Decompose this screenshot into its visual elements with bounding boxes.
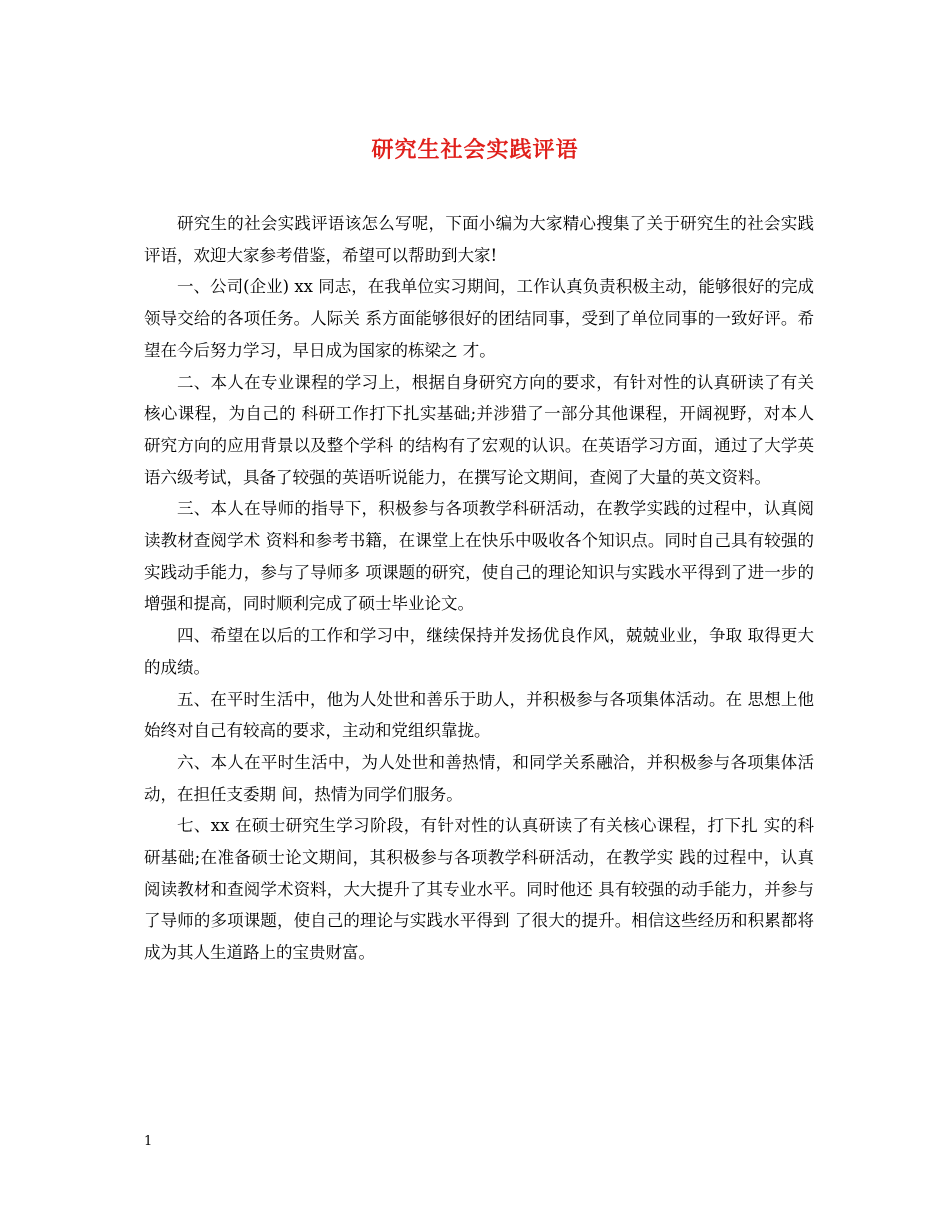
- document-body: [144, 208, 814, 969]
- comment-paragraph-1: 一、公司(企业) xx 同志，在我单位实习期间，工作认真负责积极主动，能够很好的完成领导交给的各项任务。人际关 系方面能够很好的团结同事，受到了单位同事的一致好评。希望在今后努力学习，早日成为国家的栋梁之 才。: [144, 277, 814, 360]
- page-number: 1: [144, 1134, 153, 1149]
- document-title: 研究生社会实践评语: [371, 137, 579, 163]
- comment-paragraph-3: 三、本人在导师的指导下，积极参与各项教学科研活动，在教学实践的过程中，认真阅读教材查阅学术 资料和参考书籍，在课堂上在快乐中吸收各个知识点。同时自己具有较强的实践动手能力，参与了导师多 项课题的研究，使自己的理论知识与实践水平得到了进一步的增强和提高，同时顺利完成了硕士毕业论文。: [144, 499, 814, 614]
- comment-paragraph-6: 六、本人在平时生活中，为人处世和善热情，和同学关系融洽，并积极参与各项集体活动，在担任支委期 间，热情为同学们服务。: [144, 752, 814, 804]
- comment-paragraph-5: 五、在平时生活中，他为人处世和善乐于助人，并积极参与各项集体活动。在 思想上他始终对自己有较高的要求，主动和党组织靠拢。: [144, 689, 814, 741]
- intro-paragraph: 研究生的社会实践评语该怎么写呢，下面小编为大家精心搜集了关于研究生的社会实践评语，欢迎大家参考借鉴，希望可以帮助到大家!: [144, 214, 814, 265]
- comment-paragraph-7: 七、xx 在硕士研究生学习阶段，有针对性的认真研读了有关核心课程，打下扎 实的科研基础;在准备硕士论文期间，其积极参与各项教学科研活动，在教学实 践的过程中，认真阅读教材和查阅学术资料，大大提升了其专业水平。同时他还 具有较强的动手能力，并参与了导师的多项课题，使自己的理论与实践水平得到 了很大的提升。相信这些经历和积累都将成为其人生道路上的宝贵财富。: [144, 816, 814, 963]
- comment-paragraph-4: 四、希望在以后的工作和学习中，继续保持并发扬优良作风，兢兢业业，争取 取得更大的成绩。: [144, 626, 814, 677]
- comment-paragraph-2: 二、本人在专业课程的学习上，根据自身研究方向的要求，有针对性的认真研读了有关核心课程，为自己的 科研工作打下扎实基础;并涉猎了一部分其他课程，开阔视野，对本人研究方向的应用背景以及整个学科 的结构有了宏观的认识。在英语学习方面，通过了大学英语六级考试，具备了较强的英语听说能力，在撰写论文期间，查阅了大量的英文资料。: [144, 372, 814, 487]
